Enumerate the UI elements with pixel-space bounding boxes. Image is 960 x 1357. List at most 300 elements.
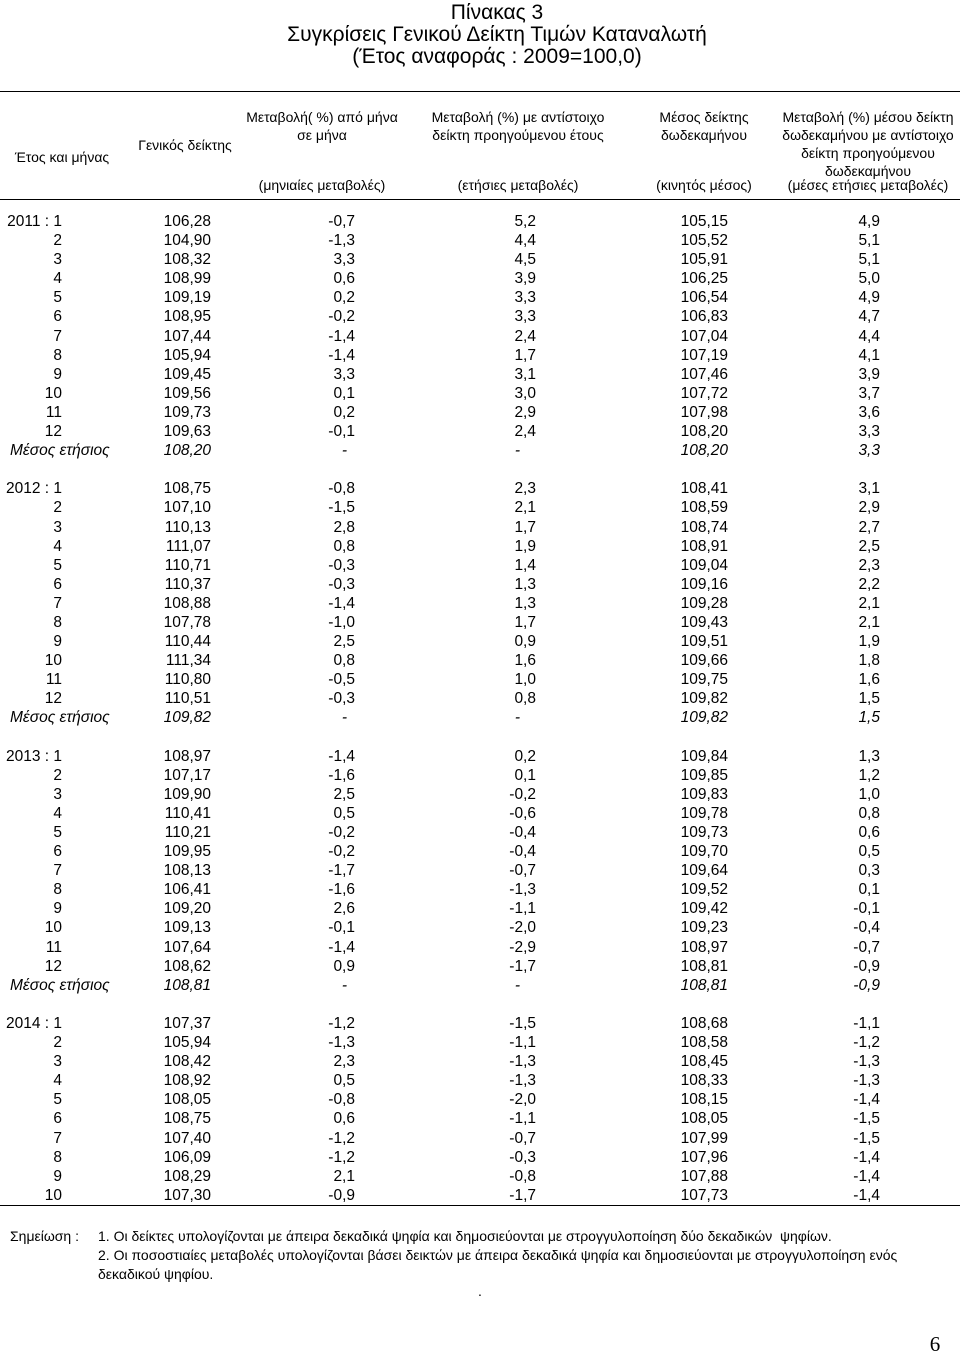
cell-annual-change: 2,4 — [514, 327, 536, 345]
cell-monthly-change: 0,6 — [333, 1110, 355, 1128]
notes-list — [98, 1227, 956, 1284]
cell-annual-change: 1,4 — [514, 556, 536, 574]
cell-month: Μέσος ετήσιος — [10, 976, 110, 994]
cell-annual-change: -0,6 — [509, 804, 536, 822]
cell-average-annual-change: 1,3 — [858, 747, 880, 765]
cell-month: 7 — [53, 327, 62, 345]
cell-moving-average: 108,81 — [680, 976, 728, 994]
cell-moving-average: 108,97 — [680, 938, 728, 956]
table-row — [0, 613, 960, 632]
cell-monthly-change: -0,8 — [328, 480, 355, 498]
header-line: δείκτη προηγούμενου έτους — [432, 127, 604, 143]
cell-moving-average: 109,23 — [680, 919, 728, 937]
cell-annual-change: -1,3 — [509, 1053, 536, 1071]
cell-moving-average: 107,72 — [680, 384, 728, 402]
table-row — [0, 670, 960, 689]
cell-general-index: 107,64 — [163, 938, 211, 956]
cell-moving-average: 108,20 — [680, 442, 728, 460]
cell-annual-change: 5,2 — [514, 213, 536, 230]
cell-average-annual-change: 2,7 — [858, 518, 880, 536]
cell-general-index: 107,30 — [163, 1186, 211, 1204]
cell-average-annual-change: 2,1 — [858, 613, 880, 631]
spacer-row — [0, 728, 960, 747]
table-row — [0, 766, 960, 785]
cell-general-index: 109,20 — [163, 900, 211, 918]
cell-average-annual-change: 0,6 — [858, 824, 880, 841]
table-row — [0, 518, 960, 537]
cell-average-annual-change: 2,3 — [858, 556, 880, 574]
cell-monthly-change: 2,1 — [333, 1167, 355, 1185]
cell-annual-change: -1,7 — [509, 957, 536, 975]
cell-monthly-change: -0,3 — [328, 690, 355, 708]
cell-month: 2 — [53, 766, 62, 784]
table-row — [0, 556, 960, 575]
cell-monthly-change: 0,2 — [333, 289, 355, 307]
cell-general-index: 110,13 — [164, 518, 211, 536]
cell-annual-change: 1,9 — [514, 537, 536, 555]
cell-general-index: 108,62 — [163, 957, 211, 975]
cell-general-index: 106,09 — [163, 1148, 211, 1166]
header-line: Μέσος δείκτης — [659, 109, 749, 125]
cell-month: 2014 : 1 — [5, 1014, 62, 1032]
cell-general-index: 109,73 — [163, 403, 211, 421]
header-line: δωδεκαμήνου με αντίστοιχο — [782, 127, 954, 143]
annual-average-row — [0, 976, 960, 995]
table-body — [0, 212, 960, 1205]
cell-month: 7 — [53, 594, 62, 612]
cell-moving-average: 109,82 — [680, 709, 728, 727]
cell-moving-average: 109,70 — [680, 843, 728, 861]
cell-annual-change: 0,9 — [514, 633, 536, 651]
cell-average-annual-change: -1,4 — [853, 1186, 880, 1204]
cell-general-index: 107,40 — [163, 1129, 211, 1147]
cell-general-index: 108,92 — [163, 1072, 211, 1090]
notes — [10, 1227, 956, 1284]
cell-monthly-change: -0,3 — [328, 575, 355, 593]
cell-annual-change: 4,4 — [514, 232, 536, 250]
cell-moving-average: 108,45 — [680, 1053, 728, 1071]
cell-annual-change: 2,9 — [514, 403, 536, 421]
cell-annual-change: - — [514, 976, 520, 994]
cell-moving-average: 109,04 — [680, 556, 728, 574]
cell-moving-average: 109,82 — [680, 690, 728, 708]
cell-month: 2 — [53, 1034, 62, 1052]
cell-general-index: 108,88 — [163, 594, 211, 612]
cell-moving-average: 108,58 — [680, 1034, 728, 1052]
cell-monthly-change: 0,9 — [333, 957, 355, 975]
cell-moving-average: 108,41 — [680, 480, 728, 498]
annual-average-row — [0, 708, 960, 727]
cell-monthly-change: -1,2 — [328, 1014, 355, 1032]
cell-general-index: 110,80 — [164, 671, 211, 689]
cell-average-annual-change: 4,9 — [858, 289, 880, 307]
table-row — [0, 804, 960, 823]
cell-month: 5 — [53, 1091, 62, 1109]
cell-average-annual-change: 2,9 — [858, 499, 880, 517]
cell-month: 11 — [45, 671, 62, 689]
cell-general-index: 110,71 — [164, 556, 211, 574]
cell-annual-change: -1,5 — [509, 1014, 536, 1032]
cell-average-annual-change: 1,9 — [858, 633, 880, 651]
cell-moving-average: 107,88 — [680, 1167, 728, 1185]
table-row — [0, 384, 960, 403]
cell-general-index: 108,20 — [163, 442, 211, 460]
cell-average-annual-change: 1,0 — [858, 785, 880, 803]
cell-annual-change: 0,2 — [514, 747, 536, 765]
cell-monthly-change: -0,8 — [328, 1091, 355, 1109]
cell-annual-change: 0,1 — [514, 766, 536, 784]
cell-moving-average: 107,19 — [680, 346, 728, 364]
table-row — [0, 861, 960, 880]
cell-general-index: 108,81 — [163, 976, 211, 994]
cell-month: 3 — [53, 1053, 62, 1071]
cell-general-index: 107,78 — [163, 613, 211, 631]
cell-month: 6 — [53, 1110, 62, 1128]
cell-average-annual-change: 5,0 — [858, 270, 880, 288]
cell-average-annual-change: -0,4 — [853, 919, 880, 937]
cell-monthly-change: -1,3 — [328, 1034, 355, 1052]
cell-general-index: 110,51 — [164, 690, 211, 708]
cell-general-index: 107,17 — [163, 766, 211, 784]
cell-annual-change: -0,3 — [509, 1148, 536, 1166]
cell-annual-change: 1,7 — [514, 518, 536, 536]
header-line: σε μήνα — [297, 127, 347, 143]
cell-annual-change: 1,3 — [514, 575, 536, 593]
cell-moving-average: 108,74 — [680, 518, 728, 536]
cell-general-index: 108,95 — [163, 308, 211, 326]
table-row — [0, 288, 960, 307]
cell-average-annual-change: 0,3 — [858, 862, 880, 880]
cell-monthly-change: 2,5 — [333, 633, 355, 651]
cell-average-annual-change: 2,1 — [858, 594, 880, 612]
cell-general-index: 110,44 — [164, 633, 211, 651]
cell-average-annual-change: -1,4 — [853, 1148, 880, 1166]
cell-moving-average: 109,64 — [680, 862, 728, 880]
cell-moving-average: 109,42 — [680, 900, 728, 918]
cell-annual-change: -0,7 — [509, 1129, 536, 1147]
table-row — [0, 365, 960, 384]
cell-moving-average: 109,83 — [680, 785, 728, 803]
cell-monthly-change: 0,5 — [333, 804, 355, 822]
header-average-annual-change-note: (μέσες ετήσιες μεταβολές) — [787, 177, 949, 193]
cell-month: 6 — [53, 843, 62, 861]
cell-monthly-change: -1,0 — [328, 613, 355, 631]
cell-general-index: 105,94 — [163, 346, 211, 364]
header-line: Μεταβολή (%) μέσου δείκτη — [782, 109, 954, 125]
table-row — [0, 346, 960, 365]
cell-annual-change: 1,3 — [514, 594, 536, 612]
table-row — [0, 1109, 960, 1128]
annual-average-row — [0, 441, 960, 460]
cell-general-index: 107,37 — [163, 1014, 211, 1032]
cell-moving-average: 107,04 — [680, 327, 728, 345]
cell-general-index: 108,99 — [163, 270, 211, 288]
cell-month: 4 — [53, 1072, 62, 1090]
cell-month: 9 — [53, 365, 62, 383]
cell-month: 12 — [44, 423, 62, 441]
cell-general-index: 108,32 — [163, 251, 211, 269]
cell-month: Μέσος ετήσιος — [10, 709, 110, 727]
cell-month: 4 — [53, 537, 62, 555]
table-row — [0, 632, 960, 651]
cell-average-annual-change: 0,5 — [858, 843, 880, 861]
cell-average-annual-change: -1,5 — [853, 1129, 880, 1147]
cell-general-index: 108,29 — [163, 1167, 211, 1185]
cell-month: 3 — [53, 251, 62, 269]
cell-general-index: 109,63 — [163, 423, 211, 441]
table-row — [0, 1148, 960, 1167]
cell-annual-change: 3,3 — [514, 308, 536, 326]
cell-monthly-change: -0,5 — [328, 671, 355, 689]
cell-month: 11 — [45, 938, 62, 956]
cell-month: 8 — [53, 613, 62, 631]
table-row — [0, 327, 960, 346]
cell-month: 10 — [44, 1186, 62, 1204]
cell-monthly-change: 2,3 — [333, 1053, 355, 1071]
table-row — [0, 1071, 960, 1090]
cell-general-index: 108,75 — [163, 480, 211, 498]
header-average-annual-change — [776, 108, 960, 180]
cell-annual-change: 1,7 — [514, 346, 536, 364]
table-row — [0, 842, 960, 861]
cell-month: 9 — [53, 1167, 62, 1185]
cell-average-annual-change: 5,1 — [858, 232, 880, 250]
cell-general-index: 109,19 — [163, 289, 211, 307]
cell-moving-average: 109,66 — [680, 652, 728, 670]
cell-annual-change: -1,1 — [509, 900, 536, 918]
table-row — [0, 1090, 960, 1109]
cell-annual-change: -2,0 — [509, 1091, 536, 1109]
cell-general-index: 107,10 — [163, 499, 211, 517]
cell-annual-change: -1,3 — [509, 881, 536, 899]
cell-annual-change: -2,0 — [509, 919, 536, 937]
cell-average-annual-change: -1,3 — [853, 1072, 880, 1090]
cell-annual-change: -2,9 — [509, 938, 536, 956]
reference-year: (Έτος αναφοράς : 2009=100,0) — [352, 45, 642, 68]
cell-monthly-change: -1,5 — [328, 499, 355, 517]
cell-general-index: 109,90 — [163, 785, 211, 803]
cell-annual-change: 1,0 — [514, 671, 536, 689]
header-line: Μεταβολή (%) με αντίστοιχο — [431, 109, 605, 125]
cell-month: 7 — [53, 1129, 62, 1147]
table-row — [0, 250, 960, 269]
cell-annual-change: -1,1 — [509, 1110, 536, 1128]
cell-month: 12 — [44, 957, 62, 975]
cell-annual-change: 0,8 — [514, 690, 536, 708]
cell-monthly-change: -0,1 — [328, 423, 355, 441]
cell-month: 5 — [53, 289, 62, 307]
cell-annual-change: 3,9 — [514, 270, 536, 288]
cell-general-index: 108,97 — [163, 747, 211, 765]
cell-general-index: 108,05 — [163, 1091, 211, 1109]
cell-average-annual-change: 4,9 — [858, 213, 880, 230]
cell-average-annual-change: 1,6 — [858, 671, 880, 689]
note-item: 2. Οι ποσοστιαίες μεταβολές υπολογίζονται βάσει δεικτών με άπειρα δεκαδικά ψηφία και δημοσιεύονται με στρογγυλοποίηση ενός δεκαδικού ψηφίου. — [98, 1247, 902, 1282]
cell-monthly-change: -1,4 — [328, 938, 355, 956]
cell-monthly-change: -0,7 — [328, 213, 355, 230]
table-row — [0, 785, 960, 804]
cell-moving-average: 109,28 — [680, 594, 728, 612]
cell-month: 2013 : 1 — [5, 747, 62, 765]
cell-monthly-change: 0,8 — [333, 537, 355, 555]
cell-monthly-change: -0,2 — [328, 843, 355, 861]
cell-monthly-change: -1,6 — [328, 881, 355, 899]
cell-average-annual-change: 3,7 — [858, 384, 880, 402]
cell-moving-average: 108,33 — [680, 1072, 728, 1090]
cell-moving-average: 109,51 — [680, 633, 728, 651]
table-row — [0, 747, 960, 766]
cell-annual-change: - — [514, 709, 520, 727]
cell-annual-change: 3,0 — [514, 384, 536, 402]
cell-average-annual-change: 2,5 — [858, 537, 880, 555]
cell-month: 6 — [53, 575, 62, 593]
header-moving-average-note: (κινητός μέσος) — [656, 177, 752, 193]
cell-month: 9 — [53, 633, 62, 651]
header-line: Μεταβολή( %) από μήνα — [246, 109, 398, 125]
table-row — [0, 422, 960, 441]
header-line: δωδεκαμήνου — [661, 127, 747, 143]
header-annual-change — [418, 108, 618, 144]
cell-monthly-change: -1,6 — [328, 766, 355, 784]
table-row — [0, 498, 960, 517]
cell-average-annual-change: -1,1 — [853, 1014, 880, 1032]
cell-moving-average: 106,54 — [680, 289, 728, 307]
cell-annual-change: -0,8 — [509, 1167, 536, 1185]
cell-annual-change: 2,3 — [514, 480, 536, 498]
cell-average-annual-change: 4,1 — [858, 346, 880, 364]
cell-month: 8 — [53, 881, 62, 899]
cell-general-index: 109,82 — [163, 709, 211, 727]
cell-average-annual-change: 3,6 — [858, 403, 880, 421]
title-block — [34, 2, 960, 68]
cell-annual-change: 3,3 — [514, 289, 536, 307]
footer-dot: . — [478, 1283, 482, 1299]
cell-monthly-change: 2,5 — [333, 785, 355, 803]
cell-moving-average: 109,84 — [680, 747, 728, 765]
cell-moving-average: 109,43 — [680, 613, 728, 631]
cell-moving-average: 105,91 — [680, 251, 728, 269]
cell-average-annual-change: 2,2 — [858, 575, 880, 593]
cell-average-annual-change: 0,1 — [858, 881, 880, 899]
cell-month: 2012 : 1 — [5, 480, 62, 498]
cell-month: 4 — [53, 804, 62, 822]
table-row — [0, 269, 960, 288]
cell-moving-average: 105,15 — [680, 213, 728, 230]
cell-average-annual-change: -1,4 — [853, 1091, 880, 1109]
cell-monthly-change: 2,8 — [333, 518, 355, 536]
cell-average-annual-change: 1,5 — [858, 709, 880, 727]
cell-general-index: 105,94 — [163, 1034, 211, 1052]
cell-general-index: 108,75 — [163, 1110, 211, 1128]
cell-average-annual-change: -1,3 — [853, 1053, 880, 1071]
cell-general-index: 110,41 — [164, 804, 211, 822]
cell-average-annual-change: 1,5 — [858, 690, 880, 708]
table-row — [0, 537, 960, 556]
cell-monthly-change: 3,3 — [333, 365, 355, 383]
cell-general-index: 110,21 — [164, 824, 211, 841]
cell-average-annual-change: -1,5 — [853, 1110, 880, 1128]
header-annual-change-note: (ετήσιες μεταβολές) — [457, 177, 579, 193]
cell-moving-average: 108,91 — [680, 537, 728, 555]
cell-moving-average: 109,52 — [680, 881, 728, 899]
header-monthly-change-note: (μηνιαίες μεταβολές) — [258, 177, 386, 193]
cell-month: 2 — [53, 499, 62, 517]
cell-general-index: 106,41 — [163, 881, 211, 899]
cell-monthly-change: -1,4 — [328, 346, 355, 364]
cell-moving-average: 108,20 — [680, 423, 728, 441]
cell-monthly-change: 0,5 — [333, 1072, 355, 1090]
cell-moving-average: 107,73 — [680, 1186, 728, 1204]
notes-label: Σημείωση : — [10, 1228, 79, 1244]
cell-annual-change: - — [514, 442, 520, 460]
cell-monthly-change: -0,1 — [328, 919, 355, 937]
cell-average-annual-change: 3,9 — [858, 365, 880, 383]
header-line: δείκτη προηγούμενου — [801, 145, 935, 161]
table-row — [0, 307, 960, 326]
cell-month: 4 — [53, 270, 62, 288]
cell-month: 12 — [44, 690, 62, 708]
cell-month: 6 — [53, 308, 62, 326]
cell-moving-average: 105,52 — [680, 232, 728, 250]
cell-average-annual-change: 3,3 — [858, 423, 880, 441]
cell-general-index: 109,56 — [163, 384, 211, 402]
cell-annual-change: 4,5 — [514, 251, 536, 269]
table-row — [0, 479, 960, 498]
cell-month: 11 — [45, 403, 62, 421]
cell-moving-average: 109,85 — [680, 766, 728, 784]
header-year-month: Έτος και μήνας — [14, 149, 110, 165]
spacer-row — [0, 460, 960, 479]
cell-annual-change: -1,3 — [509, 1072, 536, 1090]
cell-monthly-change: 3,3 — [333, 251, 355, 269]
cell-average-annual-change: 5,1 — [858, 251, 880, 269]
table-row — [0, 1129, 960, 1148]
cell-average-annual-change: 0,8 — [858, 804, 880, 822]
table-row — [0, 689, 960, 708]
cell-general-index: 107,44 — [163, 327, 211, 345]
header-moving-average — [630, 108, 778, 144]
cell-moving-average: 108,68 — [680, 1014, 728, 1032]
cell-month: 5 — [53, 824, 62, 841]
cell-monthly-change: -0,9 — [328, 1186, 355, 1204]
table-row — [0, 880, 960, 899]
cell-average-annual-change: 4,4 — [858, 327, 880, 345]
table-header — [0, 92, 960, 200]
cell-general-index: 104,90 — [163, 232, 211, 250]
cell-general-index: 109,45 — [163, 365, 211, 383]
cell-average-annual-change: 1,2 — [858, 766, 880, 784]
cell-average-annual-change: 1,8 — [858, 652, 880, 670]
cell-annual-change: -0,7 — [509, 862, 536, 880]
cell-average-annual-change: 4,7 — [858, 308, 880, 326]
cell-annual-change: -1,1 — [509, 1034, 536, 1052]
cell-moving-average: 109,75 — [680, 671, 728, 689]
cell-monthly-change: -1,4 — [328, 594, 355, 612]
table-row — [0, 899, 960, 918]
cell-annual-change: 1,6 — [514, 652, 536, 670]
table-row — [0, 1167, 960, 1186]
header-line: δωδεκαμήνου — [825, 163, 911, 179]
cell-monthly-change: 0,2 — [333, 403, 355, 421]
cell-annual-change: -0,2 — [509, 785, 536, 803]
table-title: Συγκρίσεις Γενικού Δείκτη Τιμών Καταναλωτή — [287, 23, 707, 46]
note-item: 1. Οι δείκτες υπολογίζονται με άπειρα δεκαδικά ψηφία και δημοσιεύονται με στρογγυλοποίηση δύο δεκαδικών ψηφίων. — [98, 1228, 832, 1244]
cell-month: 8 — [53, 1148, 62, 1166]
table-row — [0, 918, 960, 937]
table-row — [0, 651, 960, 670]
cell-average-annual-change: 3,1 — [858, 480, 880, 498]
cell-moving-average: 109,73 — [680, 824, 728, 841]
